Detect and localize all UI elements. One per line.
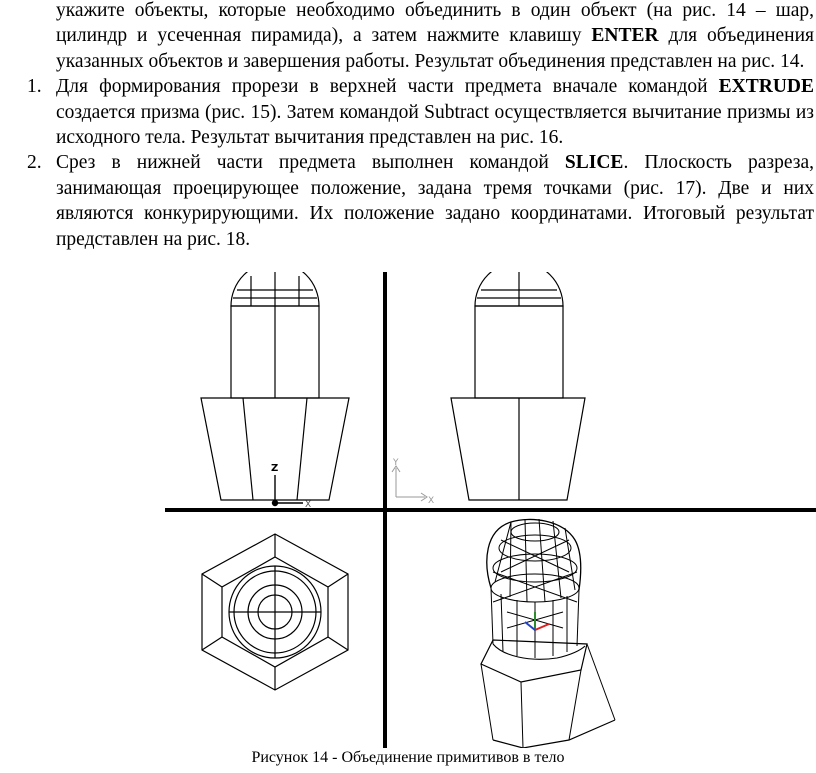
list-number: 1. [27, 76, 42, 98]
paragraph-text: для объединения указанных объектов и завершения работы. Результат объединения представлен на рис. 14. [56, 25, 815, 72]
keyword-extrude: EXTRUDE [718, 76, 814, 98]
side-ucs-icon [392, 466, 427, 501]
side-axis-y: Y [393, 458, 399, 468]
paragraph-text: . Плоскость разреза, занимающая проецирующее положение, задана тремя точками (рис. 17). Две и них являются конкурирующими. Их положение задано координатами. Итоговый результат представлен на рис. 18. [56, 152, 814, 250]
paragraph-text: Срез в нижней части предмета выполнен командой [56, 152, 565, 174]
paragraph-text: создается призма (рис. 15). Затем командой Subtract осуществляется вычитание призмы из исходного тела. Результат вычитания представлен на рис. 16. [56, 101, 814, 149]
isometric-view [481, 519, 615, 748]
keyword-slice: SLICE [564, 152, 624, 174]
side-axis-x: X [428, 496, 435, 506]
cad-figure [165, 272, 816, 748]
list-number: 2. [27, 152, 42, 174]
front-axis-x: X [305, 500, 312, 510]
paragraph-text: Для формирования прорези в верхней части предмета вначале командой [56, 76, 719, 98]
figure-caption: Рисунок 14 - Объединение примитивов в тело [251, 749, 565, 766]
paragraph-continuation [0, 0, 816, 74]
keyword-enter: ENTER [591, 25, 659, 47]
list-item-2 [0, 150, 816, 252]
list-item-1 [0, 74, 816, 150]
body-text [0, 0, 816, 252]
paragraph-text: укажите объекты, которые необходимо объединить в один объект (на рис. 14 – шар, цилиндр и усеченная пирамида), а затем нажмите клавишу [56, 0, 814, 47]
top-view [202, 534, 348, 690]
front-axis-z: Z [271, 463, 279, 474]
side-view [451, 272, 585, 500]
